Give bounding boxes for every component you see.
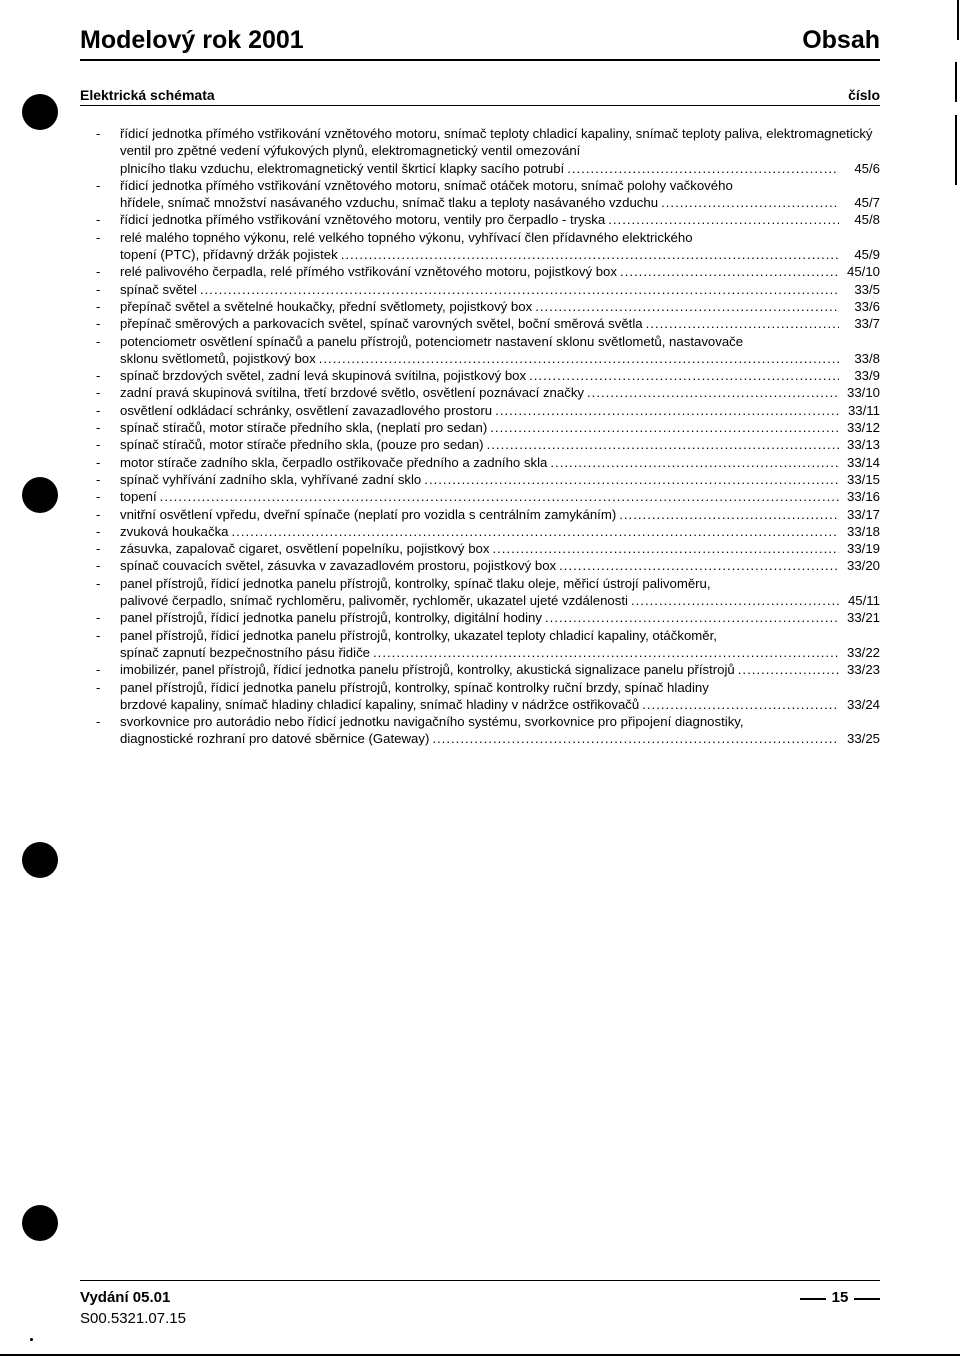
entry-page-ref: 33/15 bbox=[846, 471, 880, 487]
dot-leader bbox=[608, 211, 839, 228]
entry-text: spínač stíračů, motor stírače předního skla, (pouze pro sedan) bbox=[120, 437, 484, 453]
dot-leader bbox=[373, 644, 839, 661]
entry-text: plnicího tlaku vzduchu, elektromagnetický ventil škrticí klapky sacího potrubí bbox=[120, 160, 565, 176]
toc-entry bbox=[96, 523, 880, 540]
page-header bbox=[80, 26, 880, 58]
dot-leader bbox=[319, 350, 839, 367]
toc-entry bbox=[96, 609, 880, 626]
entry-body bbox=[120, 125, 880, 177]
toc-entry bbox=[96, 506, 880, 523]
entry-text-continued: potenciometr osvětlení spínačů a panelu přístrojů, potenciometr nastavení sklonu světlometů, nastavovače bbox=[120, 333, 744, 349]
entry-body bbox=[120, 281, 880, 298]
edition-label: Vydání 05.01 bbox=[80, 1289, 171, 1306]
entry-dash: - bbox=[96, 575, 101, 591]
entry-text: zásuvka, zapalovač cigaret, osvětlení popelníku, pojistkový box bbox=[120, 541, 490, 557]
entry-text: topení bbox=[120, 489, 157, 505]
toc-entry bbox=[96, 384, 880, 401]
entry-body bbox=[120, 540, 880, 557]
dot-leader bbox=[232, 523, 840, 540]
entry-final-line bbox=[120, 506, 880, 523]
entry-body bbox=[120, 367, 880, 384]
entry-text-continued: panel přístrojů, řídicí jednotka panelu přístrojů, kontrolky, spínač tlaku oleje, měřicí ústrojí palivoměru, bbox=[120, 575, 711, 591]
dot-leader bbox=[642, 696, 839, 713]
section-title: Obsah bbox=[802, 26, 880, 54]
entry-body bbox=[120, 609, 880, 626]
entry-final-line bbox=[120, 384, 880, 401]
entry-final-line bbox=[120, 246, 880, 263]
entry-body bbox=[120, 177, 880, 212]
toc-entry bbox=[96, 436, 880, 453]
entry-body bbox=[120, 402, 880, 419]
entry-page-ref: 33/11 bbox=[847, 402, 880, 418]
toc-entry bbox=[96, 540, 880, 557]
toc-entry bbox=[96, 627, 880, 662]
entry-dash: - bbox=[96, 212, 101, 228]
entry-dash: - bbox=[96, 264, 101, 280]
entry-body bbox=[120, 557, 880, 574]
entry-page-ref: 45/9 bbox=[854, 247, 880, 263]
entry-page-ref: 33/7 bbox=[854, 316, 880, 332]
entry-dash: - bbox=[96, 333, 101, 349]
toc-entry bbox=[96, 333, 880, 368]
dot-leader bbox=[341, 246, 839, 263]
entry-text: řídicí jednotka přímého vstřikování vznětového motoru, ventily pro čerpadlo - tryska bbox=[120, 212, 606, 228]
entry-text: zvuková houkačka bbox=[120, 523, 229, 539]
entry-final-line bbox=[120, 592, 880, 609]
entry-text-continued: panel přístrojů, řídicí jednotka panelu přístrojů, kontrolky, ukazatel teploty chladicí kapaliny, otáčkoměr, bbox=[120, 627, 717, 643]
entry-dash: - bbox=[96, 316, 101, 332]
entry-final-line bbox=[120, 661, 880, 678]
entry-page-ref: 33/24 bbox=[846, 696, 880, 712]
entry-final-line bbox=[120, 211, 880, 228]
entry-page-ref: 33/6 bbox=[854, 298, 880, 314]
entry-text-continued: řídicí jednotka přímého vstřikování vznětového motoru, snímač otáček motoru, snímač polohy vačkového bbox=[120, 177, 733, 193]
dot-leader bbox=[646, 315, 839, 332]
entry-text: přepínač směrových a parkovacích světel, spínač varovných světel, boční směrová světla bbox=[120, 316, 643, 332]
entry-final-line bbox=[120, 419, 880, 436]
entry-body bbox=[120, 488, 880, 505]
dot-leader bbox=[160, 488, 839, 505]
entry-dash: - bbox=[96, 558, 101, 574]
entry-body bbox=[120, 333, 880, 368]
dot-leader bbox=[529, 367, 839, 384]
entry-body bbox=[120, 713, 880, 748]
toc-entry bbox=[96, 575, 880, 610]
dot-leader bbox=[535, 298, 839, 315]
entry-dash: - bbox=[96, 471, 101, 487]
entry-body bbox=[120, 229, 880, 264]
header-rule bbox=[80, 59, 880, 61]
dot-leader bbox=[619, 506, 839, 523]
entry-final-line bbox=[120, 436, 880, 453]
page-number bbox=[800, 1289, 880, 1307]
entry-dash: - bbox=[96, 541, 101, 557]
entry-final-line bbox=[120, 281, 880, 298]
dot-leader bbox=[567, 160, 839, 177]
entry-page-ref: 33/14 bbox=[846, 454, 880, 470]
entry-text: imobilizér, panel přístrojů, řídicí jednotka panelu přístrojů, kontrolky, akustická signalizace panelu přístrojů bbox=[120, 662, 735, 678]
entry-dash: - bbox=[96, 437, 101, 453]
toc-entry bbox=[96, 454, 880, 471]
dot-leader bbox=[492, 540, 839, 557]
toc-entry bbox=[96, 229, 880, 264]
entry-page-ref: 33/23 bbox=[846, 662, 880, 678]
entry-text: spínač couvacích světel, zásuvka v zavazadlovém prostoru, pojistkový box bbox=[120, 558, 557, 574]
entry-text: osvětlení odkládací schránky, osvětlení zavazadlového prostoru bbox=[120, 402, 493, 418]
entry-final-line bbox=[120, 263, 880, 280]
margin-mark bbox=[955, 115, 957, 185]
binder-hole-marker bbox=[22, 94, 58, 130]
dot-leader bbox=[490, 419, 839, 436]
entry-text: spínač zapnutí bezpečnostního pásu řidiče bbox=[120, 644, 370, 660]
dot-leader bbox=[587, 384, 839, 401]
entry-final-line bbox=[120, 557, 880, 574]
entry-page-ref: 33/20 bbox=[846, 558, 880, 574]
entry-page-ref: 33/16 bbox=[846, 489, 880, 505]
entry-final-line bbox=[120, 367, 880, 384]
entry-text: palivové čerpadlo, snímač rychloměru, palivoměr, rychloměr, ukazatel ujeté vzdálenosti bbox=[120, 593, 628, 609]
entry-dash: - bbox=[96, 281, 101, 297]
entry-body bbox=[120, 661, 880, 678]
entry-page-ref: 33/10 bbox=[846, 385, 880, 401]
entry-page-ref: 33/18 bbox=[846, 523, 880, 539]
entry-final-line bbox=[120, 730, 880, 747]
margin-mark bbox=[955, 62, 957, 102]
entry-body bbox=[120, 679, 880, 714]
entry-text: topení (PTC), přídavný držák pojistek bbox=[120, 247, 338, 263]
toc-entry bbox=[96, 315, 880, 332]
entry-body bbox=[120, 263, 880, 280]
toc-entry bbox=[96, 419, 880, 436]
dot-leader bbox=[620, 263, 839, 280]
entry-text: motor stírače zadního skla, čerpadlo ostřikovače předního a zadního skla bbox=[120, 454, 548, 470]
entry-text: spínač světel bbox=[120, 281, 197, 297]
footer-rule bbox=[80, 1280, 880, 1281]
entry-text: spínač brzdových světel, zadní levá skupinová svítilna, pojistkový box bbox=[120, 368, 527, 384]
entry-dash: - bbox=[96, 368, 101, 384]
entry-dash: - bbox=[96, 402, 101, 418]
toc-subheader bbox=[80, 87, 880, 105]
entry-dash: - bbox=[96, 420, 101, 436]
entry-body bbox=[120, 575, 880, 610]
dot-leader bbox=[559, 557, 839, 574]
entry-dash: - bbox=[96, 177, 101, 193]
dot-leader bbox=[432, 730, 839, 747]
entry-final-line bbox=[120, 696, 880, 713]
entry-dash: - bbox=[96, 489, 101, 505]
dot-leader bbox=[200, 281, 839, 298]
dot-leader bbox=[550, 454, 839, 471]
entry-body bbox=[120, 506, 880, 523]
entry-dash: - bbox=[96, 523, 101, 539]
entry-page-ref: 33/22 bbox=[846, 644, 880, 660]
entry-text: sklonu světlometů, pojistkový box bbox=[120, 350, 316, 366]
entry-body bbox=[120, 298, 880, 315]
entry-body bbox=[120, 419, 880, 436]
entry-page-ref: 45/10 bbox=[846, 264, 880, 280]
entry-body bbox=[120, 315, 880, 332]
binder-hole-marker bbox=[22, 477, 58, 513]
dot-leader bbox=[487, 436, 839, 453]
entry-page-ref: 45/7 bbox=[854, 195, 880, 211]
margin-mark bbox=[957, 0, 959, 40]
entry-final-line bbox=[120, 488, 880, 505]
entry-text: spínač stíračů, motor stírače předního skla, (neplatí pro sedan) bbox=[120, 420, 488, 436]
entry-body bbox=[120, 384, 880, 401]
entry-final-line bbox=[120, 315, 880, 332]
toc-entry bbox=[96, 125, 880, 177]
entry-page-ref: 33/17 bbox=[846, 506, 880, 522]
entry-final-line bbox=[120, 160, 880, 177]
entry-text-continued: svorkovnice pro autorádio nebo řídicí jednotku navigačního systému, svorkovnice pro připojení diagnostiky, bbox=[120, 714, 744, 730]
entry-body bbox=[120, 211, 880, 228]
toc-entry bbox=[96, 367, 880, 384]
entry-final-line bbox=[120, 540, 880, 557]
toc-entry bbox=[96, 402, 880, 419]
bottom-edge-rule bbox=[0, 1354, 960, 1356]
entry-final-line bbox=[120, 454, 880, 471]
toc-entry bbox=[96, 557, 880, 574]
entry-page-ref: 33/5 bbox=[854, 281, 880, 297]
entry-body bbox=[120, 454, 880, 471]
entry-final-line bbox=[120, 350, 880, 367]
entry-dash: - bbox=[96, 627, 101, 643]
entry-dash: - bbox=[96, 714, 101, 730]
entry-dash: - bbox=[96, 454, 101, 470]
entry-page-ref: 33/8 bbox=[854, 350, 880, 366]
binder-hole-marker bbox=[22, 842, 58, 878]
document-code: S00.5321.07.15 bbox=[80, 1310, 186, 1327]
entry-page-ref: 33/25 bbox=[846, 731, 880, 747]
entry-page-ref: 33/19 bbox=[846, 541, 880, 557]
page-number-rule-right bbox=[854, 1298, 880, 1300]
entry-text: relé palivového čerpadla, relé přímého vstřikování vznětového motoru, pojistkový box bbox=[120, 264, 617, 280]
dot-leader bbox=[738, 661, 839, 678]
entry-dash: - bbox=[96, 126, 101, 141]
toc-entry bbox=[96, 713, 880, 748]
entry-page-ref: 33/9 bbox=[854, 368, 880, 384]
toc-entry bbox=[96, 298, 880, 315]
toc-entry bbox=[96, 177, 880, 212]
toc-entry bbox=[96, 471, 880, 488]
entry-page-ref: 45/8 bbox=[854, 212, 880, 228]
entry-text: brzdové kapaliny, snímač hladiny chladicí kapaliny, snímač hladiny v nádržce ostřikovačů bbox=[120, 696, 640, 712]
entry-final-line bbox=[120, 471, 880, 488]
scan-speck bbox=[30, 1338, 33, 1341]
entry-dash: - bbox=[96, 679, 101, 695]
toc-entry bbox=[96, 488, 880, 505]
entry-text-continued: řídicí jednotka přímého vstřikování vznětového motoru, snímač teploty chladicí kapaliny, snímač teploty paliva, elektromagnetický ventil pro zpětné vedení výfukových plynů, elektromagnetický ventil omezování bbox=[120, 126, 873, 159]
toc-entry bbox=[96, 211, 880, 228]
entry-body bbox=[120, 471, 880, 488]
toc-list bbox=[96, 125, 880, 748]
entry-text: přepínač světel a světelné houkačky, přední světlomety, pojistkový box bbox=[120, 298, 533, 314]
entry-body bbox=[120, 523, 880, 540]
entry-page-ref: 45/6 bbox=[854, 160, 880, 176]
entry-page-ref: 33/13 bbox=[846, 437, 880, 453]
entry-final-line bbox=[120, 194, 880, 211]
entry-page-ref: 33/12 bbox=[846, 420, 880, 436]
dot-leader bbox=[495, 402, 839, 419]
entry-text: zadní pravá skupinová svítilna, třetí brzdové světlo, osvětlení poznávací značky bbox=[120, 385, 585, 401]
entry-dash: - bbox=[96, 662, 101, 678]
entry-text: spínač vyhřívání zadního skla, vyhřívané zadní sklo bbox=[120, 471, 422, 487]
toc-page-column-heading: číslo bbox=[848, 87, 880, 103]
entry-final-line bbox=[120, 523, 880, 540]
dot-leader bbox=[424, 471, 839, 488]
document-title: Modelový rok 2001 bbox=[80, 26, 304, 54]
entry-text: diagnostické rozhraní pro datové sběrnice (Gateway) bbox=[120, 731, 430, 747]
dot-leader bbox=[545, 609, 839, 626]
entry-page-ref: 33/21 bbox=[846, 610, 880, 626]
entry-dash: - bbox=[96, 229, 101, 245]
dot-leader bbox=[661, 194, 839, 211]
subheader-rule bbox=[80, 105, 880, 106]
entry-dash: - bbox=[96, 506, 101, 522]
toc-entry bbox=[96, 263, 880, 280]
entry-final-line bbox=[120, 298, 880, 315]
entry-dash: - bbox=[96, 610, 101, 626]
entry-text: vnitřní osvětlení vpředu, dveřní spínače (neplatí pro vozidla s centrálním zamykáním) bbox=[120, 506, 617, 522]
entry-text: panel přístrojů, řídicí jednotka panelu přístrojů, kontrolky, digitální hodiny bbox=[120, 610, 542, 626]
entry-body bbox=[120, 436, 880, 453]
entry-text-continued: relé malého topného výkonu, relé velkého topného výkonu, vyhřívací člen přídavného elektrického bbox=[120, 229, 693, 245]
dot-leader bbox=[631, 592, 839, 609]
binder-hole-marker bbox=[22, 1205, 58, 1241]
entry-page-ref: 45/11 bbox=[847, 593, 880, 609]
entry-final-line bbox=[120, 609, 880, 626]
entry-dash: - bbox=[96, 298, 101, 314]
toc-entry bbox=[96, 661, 880, 678]
toc-entry bbox=[96, 281, 880, 298]
entry-body bbox=[120, 627, 880, 662]
entry-dash: - bbox=[96, 385, 101, 401]
entry-final-line bbox=[120, 402, 880, 419]
entry-final-line bbox=[120, 644, 880, 661]
toc-entry bbox=[96, 679, 880, 714]
entry-text: hřídele, snímač množství nasávaného vzduchu, snímač tlaku a teploty nasávaného vzduchu bbox=[120, 195, 659, 211]
entry-text-continued: panel přístrojů, řídicí jednotka panelu přístrojů, kontrolky, spínač kontrolky ruční brzdy, spínač hladiny bbox=[120, 679, 709, 695]
toc-section-heading: Elektrická schémata bbox=[80, 87, 215, 103]
page-number-text: 15 bbox=[831, 1289, 849, 1306]
